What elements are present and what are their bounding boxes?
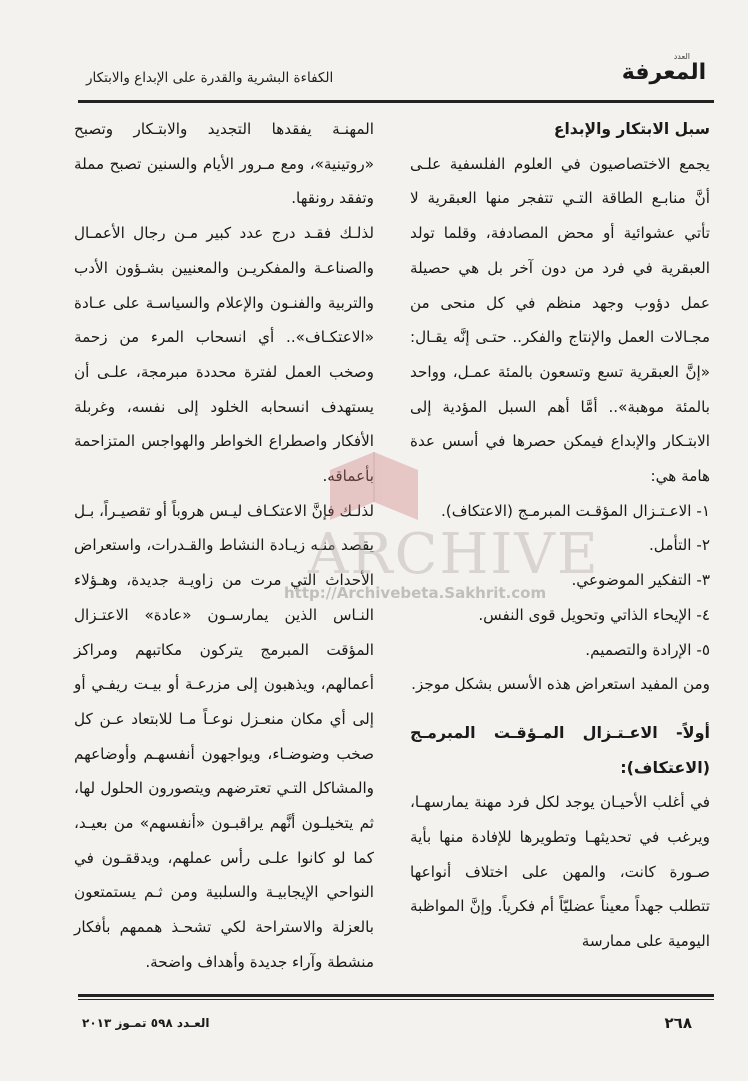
footer-rule-thick <box>78 994 714 997</box>
left-column <box>74 112 374 980</box>
watermark-url: http://Archivebeta.Sakhrit.com <box>284 584 547 602</box>
paragraph: في أغلب الأحيـان يوجد لكل فرد مهنة يمارسهـا، ويرغب في تحديثهـا وتطويرها للإفادة منها بأية صـورة كانت، والمهن على اختلاف أنواعها تتطلب جهداً معيناً عضليّاً أم فكرياً. وإنَّ المواظبة اليومية على ممارسة <box>410 793 710 951</box>
running-header-title: الكفاءة البشرية والقدرة على الإبداع والابتكار <box>86 70 334 86</box>
list-item: ٢- التأمل. <box>648 536 710 555</box>
watermark-text: ARCHIVE <box>308 522 600 587</box>
paragraph: المهنـة يفقدها التجديد والابتـكار وتصبح «روتينية»، ومع مـرور الأيام والسنين تصبح مملة وتفقد رونقها. <box>74 120 374 208</box>
paragraph: يجمع الاختصاصيون في العلوم الفلسفية علـى أنَّ منابـع الطاقة التـي تتفجر منها العبقرية لا تأتي عشوائية أو محض المصادفة، وقلما تولد العبقرية في فرد من دون آخر بل هي حصيلة عمل دؤوب وجهد منظم في كل منحى من مجـالات العمل والإنتاج والفكر.. حتـى إنَّه يقـال: «إنَّ العبقرية تسع وتسعون بالمئة عمـل، وواحد بالمئة موهبة».. أمَّا أهم السبل المؤدية إلى الابتـكار والإبداع فيمكن حصرها في أسس عدة هامة هي: <box>410 154 710 486</box>
footer-rule-thin <box>78 999 714 1000</box>
magazine-logo-small-text: العدد <box>673 52 690 61</box>
right-column <box>410 112 710 959</box>
paragraph: ومن المفيد استعراض هذه الأسس بشكل موجز. <box>411 675 710 694</box>
page-number: ٢٦٨ <box>664 1014 692 1032</box>
issue-info: العـدد ٥٩٨ تمـوز ٢٠١٣ <box>82 1016 210 1030</box>
list-item: ٣- التفكير الموضوعي. <box>571 571 710 590</box>
list-item: ١- الاعـتـزال المؤقـت المبرمـج (الاعتكاف). <box>440 501 710 520</box>
list-item: ٥- الإرادة والتصميم. <box>585 640 710 659</box>
section-heading: أولاً- الاعـتـزال المـؤقـت المبرمـج (الاعتكاف): <box>410 722 710 777</box>
paragraph: لذلـك فقـد درج عدد كبير مـن رجال الأعمـال والصناعـة والمفكريـن والمعنيين بشـؤون الأدب والتربية والفنـون والإعلام والسياسـة على عـادة «الاعتكـاف».. أي انسحاب المرء من زحمة وصخب العمل لفترة محددة مبرمجة، علـى أن يستهدف انسحابه الخلود إلى نفسه، وغربلة الأفكار واصطراع الخواطر والهواجس المتزاحمة بأعماقه. <box>74 224 374 486</box>
paragraph: لذلـك فإنَّ الاعتكـاف ليـس هروباً أو تقصيـراً، بـل يقصد منـه زيـادة النشاط والقـدرات، واستعراض الأحداث التي مرت من زاويـة جديدة، وهـؤلاء النـاس الذين يمارسـون «عادة» الاعتـزال المؤقت المبرمج يتركون مكاتبهم ومراكز أعمالهم، ويذهبون إلى مزرعـة أو بيـت ريفـي أو إلى أي مكان منعـزل نوعـاً مـا للابتعاد عـن كل صخب وضوضـاء، ويواجهون أنفسهـم وأوضاعهم والمشاكل التـي تعترضهم ويتصورون الحلول لها، ثم يتخيلـون أنَّهم يراقبـون «أنفسهم» من بعيـد، كما لو كانوا علـى رأس عملهم، ويدققـون في النواحي الإيجابيـة والسلبية ومن ثـم يستمتعون بالعزلة والاستراحة لكي تشحـذ هممهم بأفكار منشطة وآراء جديدة وأهداف واضحة. <box>74 501 374 971</box>
magazine-logo: المعرفة <box>621 60 707 85</box>
section-heading: سبل الابتكار والإبداع <box>553 120 710 138</box>
header-rule <box>78 100 714 103</box>
list-item: ٤- الإيحاء الذاتي وتحويل قوى النفس. <box>478 605 710 624</box>
